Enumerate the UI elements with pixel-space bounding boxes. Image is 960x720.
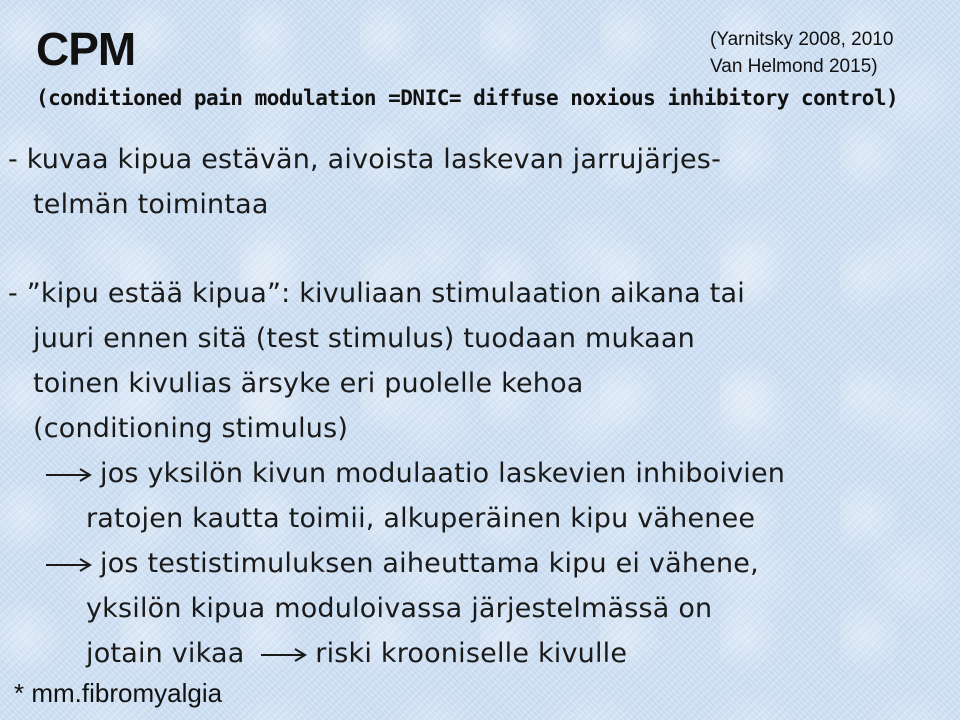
arrow-item-1-line-2: ratojen kautta toimii, alkuperäinen kipu vähenee — [86, 503, 756, 534]
arrow-item-2-line-1 — [44, 541, 759, 586]
arrow-item-2-text-1: jos testistimuluksen aiheuttama kipu ei vähene, — [100, 548, 759, 579]
bullet-2-line-3: toinen kivulias ärsyke eri puolelle kehoa — [33, 368, 584, 399]
bullet-1-line-2: telmän toimintaa — [33, 189, 269, 220]
slide-title: CPM — [36, 23, 136, 75]
bullet-2-line-2: juuri ennen sitä (test stimulus) tuodaan mukaan — [33, 323, 695, 354]
slide-subtitle: (conditioned pain modulation =DNIC= diffuse noxious inhibitory control) — [36, 86, 899, 110]
arrow-item-2-text-3b: riski krooniselle kivulle — [315, 638, 628, 669]
right-arrow-icon — [259, 647, 313, 663]
arrow-item-1-line-1 — [44, 451, 785, 496]
bullet-2-line-1: - ”kipu estää kipua”: kivuliaan stimulaation aikana tai — [8, 278, 745, 309]
arrow-item-2-text-3a: jotain vikaa — [86, 638, 245, 669]
arrow-item-2-line-3 — [86, 631, 627, 676]
arrow-item-2-line-2: yksilön kipua moduloivassa järjestelmässä on — [86, 593, 713, 624]
citation-line-2: Van Helmond 2015) — [710, 56, 878, 77]
arrow-item-1-text-1: jos yksilön kivun modulaatio laskevien inhiboivien — [100, 458, 786, 489]
right-arrow-icon — [44, 557, 100, 573]
right-arrow-icon — [44, 467, 100, 483]
bullet-2-line-4: (conditioning stimulus) — [33, 413, 349, 444]
footnote: * mm.fibromyalgia — [14, 678, 223, 708]
citation — [710, 26, 893, 80]
citation-line-1: (Yarnitsky 2008, 2010 — [710, 29, 894, 50]
bullet-1-line-1: - kuvaa kipua estävän, aivoista laskevan jarrujärjes- — [8, 144, 722, 175]
